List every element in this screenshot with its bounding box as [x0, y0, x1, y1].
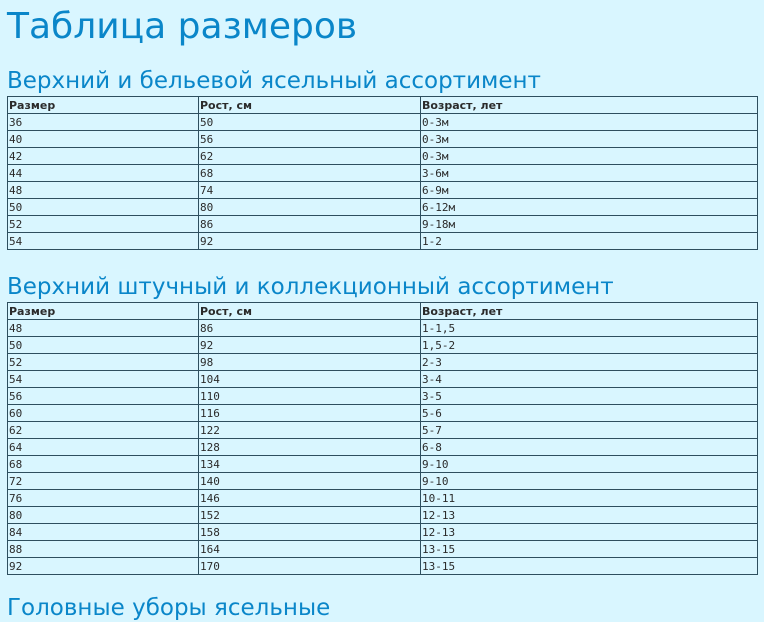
table-row	[8, 148, 758, 165]
table-row	[8, 524, 758, 541]
cell-size: 40	[8, 131, 199, 148]
cell-age: 6-9м	[421, 182, 758, 199]
cell-age: 6-12м	[421, 199, 758, 216]
cell-height: 86	[199, 320, 421, 337]
table-row	[8, 507, 758, 524]
table-row	[8, 388, 758, 405]
cell-height: 164	[199, 541, 421, 558]
cell-size: 36	[8, 114, 199, 131]
cell-size: 48	[8, 182, 199, 199]
cell-age: 0-3м	[421, 148, 758, 165]
table-row	[8, 490, 758, 507]
cell-size: 44	[8, 165, 199, 182]
cell-age: 0-3м	[421, 131, 758, 148]
cell-size: 54	[8, 371, 199, 388]
size-table-collection	[7, 302, 758, 575]
table-row	[8, 182, 758, 199]
cell-height: 68	[199, 165, 421, 182]
cell-age: 1-2	[421, 233, 758, 250]
cell-size: 92	[8, 558, 199, 575]
cell-height: 152	[199, 507, 421, 524]
table-row	[8, 233, 758, 250]
table-row	[8, 354, 758, 371]
section-title-nursery: Верхний и бельевой ясельный ассортимент	[7, 68, 541, 94]
cell-age: 1,5-2	[421, 337, 758, 354]
cell-height: 92	[199, 233, 421, 250]
cell-size: 48	[8, 320, 199, 337]
table-row	[8, 199, 758, 216]
cell-height: 86	[199, 216, 421, 233]
column-header-height: Рост, см	[199, 303, 421, 320]
cell-height: 140	[199, 473, 421, 490]
cell-height: 158	[199, 524, 421, 541]
column-header-size: Размер	[8, 97, 199, 114]
cell-size: 50	[8, 199, 199, 216]
cell-height: 104	[199, 371, 421, 388]
cell-size: 54	[8, 233, 199, 250]
table-header-row	[8, 97, 758, 114]
cell-height: 134	[199, 456, 421, 473]
table-row	[8, 558, 758, 575]
column-header-age: Возраст, лет	[421, 97, 758, 114]
cell-age: 0-3м	[421, 114, 758, 131]
table-row	[8, 216, 758, 233]
cell-age: 5-6	[421, 405, 758, 422]
cell-age: 9-10	[421, 473, 758, 490]
table-row	[8, 456, 758, 473]
cell-height: 128	[199, 439, 421, 456]
cell-age: 5-7	[421, 422, 758, 439]
cell-size: 60	[8, 405, 199, 422]
cell-size: 68	[8, 456, 199, 473]
cell-age: 3-4	[421, 371, 758, 388]
cell-height: 92	[199, 337, 421, 354]
table-row	[8, 541, 758, 558]
cell-size: 80	[8, 507, 199, 524]
cell-age: 3-6м	[421, 165, 758, 182]
table-row	[8, 114, 758, 131]
cell-age: 10-11	[421, 490, 758, 507]
cell-age: 13-15	[421, 558, 758, 575]
cell-size: 62	[8, 422, 199, 439]
cell-size: 50	[8, 337, 199, 354]
cell-age: 9-18м	[421, 216, 758, 233]
cell-age: 13-15	[421, 541, 758, 558]
cell-height: 56	[199, 131, 421, 148]
cell-size: 88	[8, 541, 199, 558]
column-header-age: Возраст, лет	[421, 303, 758, 320]
table-row	[8, 337, 758, 354]
cell-size: 84	[8, 524, 199, 541]
table-row	[8, 165, 758, 182]
cell-height: 116	[199, 405, 421, 422]
cell-age: 2-3	[421, 354, 758, 371]
cell-age: 12-13	[421, 507, 758, 524]
cell-height: 62	[199, 148, 421, 165]
cell-height: 146	[199, 490, 421, 507]
cell-size: 64	[8, 439, 199, 456]
cell-height: 74	[199, 182, 421, 199]
cell-size: 72	[8, 473, 199, 490]
cell-age: 6-8	[421, 439, 758, 456]
cell-age: 9-10	[421, 456, 758, 473]
column-header-size: Размер	[8, 303, 199, 320]
table-row	[8, 473, 758, 490]
cell-age: 12-13	[421, 524, 758, 541]
column-header-height: Рост, см	[199, 97, 421, 114]
cell-height: 122	[199, 422, 421, 439]
cell-height: 98	[199, 354, 421, 371]
cell-size: 56	[8, 388, 199, 405]
cell-height: 50	[199, 114, 421, 131]
size-table-nursery	[7, 96, 758, 250]
section-title-collection: Верхний штучный и коллекционный ассортимент	[7, 274, 614, 300]
cell-age: 1-1,5	[421, 320, 758, 337]
section-title-headwear: Головные уборы ясельные	[7, 595, 331, 621]
cell-height: 80	[199, 199, 421, 216]
table-row	[8, 131, 758, 148]
cell-age: 3-5	[421, 388, 758, 405]
table-row	[8, 371, 758, 388]
cell-height: 110	[199, 388, 421, 405]
table-row	[8, 405, 758, 422]
cell-size: 52	[8, 216, 199, 233]
cell-size: 42	[8, 148, 199, 165]
cell-size: 52	[8, 354, 199, 371]
table-row	[8, 422, 758, 439]
cell-size: 76	[8, 490, 199, 507]
cell-height: 170	[199, 558, 421, 575]
page-title: Таблица размеров	[7, 6, 358, 47]
table-row	[8, 439, 758, 456]
table-header-row	[8, 303, 758, 320]
table-row	[8, 320, 758, 337]
